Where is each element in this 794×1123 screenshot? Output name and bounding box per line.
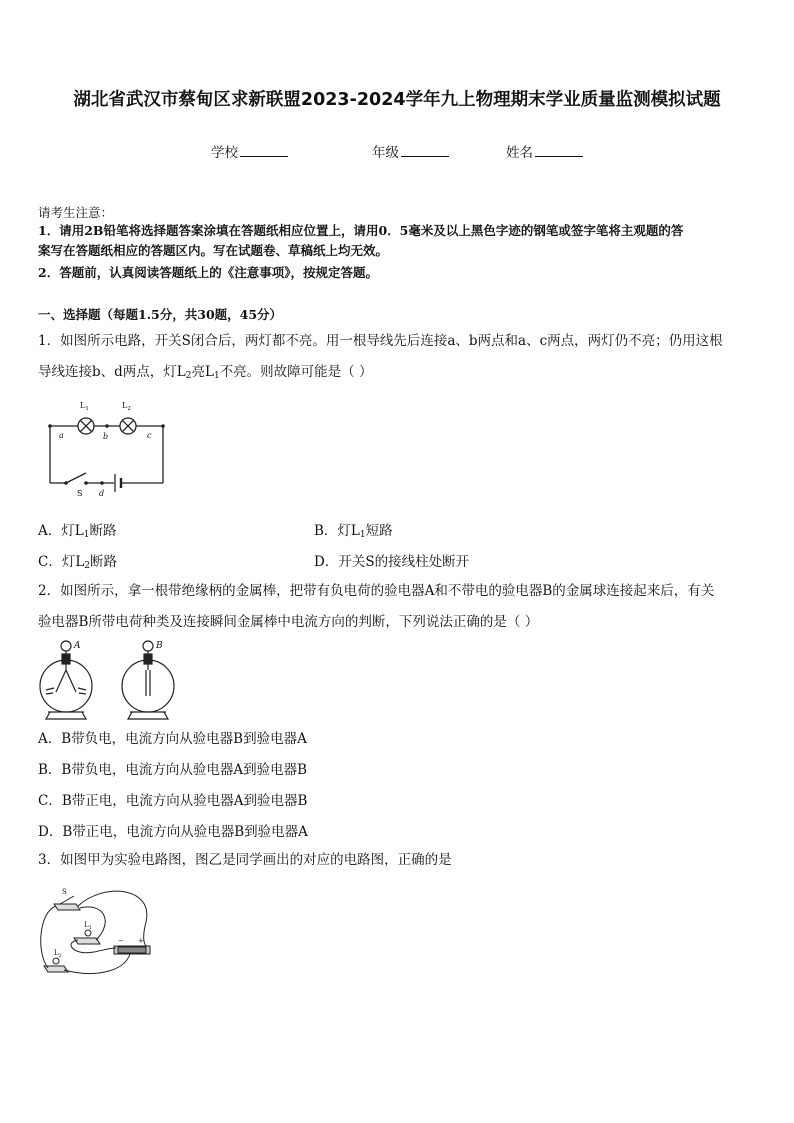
label-L2: $L_2$ <box>122 401 131 412</box>
label-q3-L1: $L_1$ <box>84 921 92 931</box>
name-blank <box>535 144 583 157</box>
grade-field[interactable] <box>372 141 449 161</box>
page-title: 湖北省武汉市蔡甸区求新联盟2023-2024学年九上物理期末学业质量监测模拟试题 <box>73 90 721 110</box>
label-a: a <box>59 431 64 440</box>
label-electroscope-b: B <box>156 641 163 651</box>
question-2 <box>38 576 760 638</box>
q2-option-d[interactable]: D．B带正电，电流方向从验电器B到验电器A <box>38 824 308 840</box>
q1-line2-sub: 1 <box>213 371 220 381</box>
q2-option-a[interactable]: A．B带负电，电流方向从验电器B到验电器A <box>38 731 307 747</box>
q1-line2-sub: 2 <box>185 371 192 381</box>
q2-electroscope-figure <box>36 636 186 724</box>
option-sub: 1 <box>359 530 366 540</box>
label-c: c <box>147 431 152 440</box>
option-sub: 1 <box>83 530 90 540</box>
school-label: 学校 <box>211 145 238 161</box>
q1-line2-text: 亮L <box>191 364 214 380</box>
notice-item-1-line1: 1．请用2B铅笔将选择题答案涂填在答题纸相应位置上，请用0．5毫米及以上黑色字迹的钢笔或签字笔将主观题的答 <box>38 223 684 238</box>
q2-line2: 验电器B所带电荷种类及连接瞬间金属棒中电流方向的判断，下列说法正确的是（ ） <box>38 614 539 630</box>
option-text: C．灯L <box>38 554 85 570</box>
q1-line1: 1．如图所示电路，开关S闭合后，两灯都不亮。用一根导线先后连接a、b两点和a、c两点，两灯仍不亮；仍用这根 <box>38 333 723 349</box>
q1-option-a[interactable] <box>38 519 116 540</box>
label-S: S <box>77 489 83 498</box>
label-q3-plus: + <box>138 937 144 945</box>
q1-option-c[interactable] <box>38 550 117 571</box>
name-field[interactable] <box>506 141 583 161</box>
option-text: 短路 <box>365 523 393 539</box>
option-text: B．灯L <box>314 523 360 539</box>
notice-item-1-line2: 案写在答题纸相应的答题区内。写在试题卷、草稿纸上均无效。 <box>38 243 389 258</box>
q1-line2-text: 不亮。则故障可能是（ ） <box>219 364 373 380</box>
option-text: 断路 <box>90 554 118 570</box>
label-electroscope-a: A <box>74 641 81 651</box>
question-1 <box>38 326 760 392</box>
option-sub: 2 <box>84 561 91 571</box>
label-L1: $L_1$ <box>80 401 89 412</box>
notice-item-1 <box>38 221 760 261</box>
q1-line2 <box>38 357 760 392</box>
notice-item-2: 2．答题前，认真阅读答题纸上的《注意事项》，按规定答题。 <box>38 265 378 280</box>
school-blank <box>240 144 288 157</box>
question-3 <box>38 845 760 876</box>
q2-line1: 2．如图所示，拿一根带绝缘柄的金属棒，把带有负电荷的验电器A和不带电的验电器B的金属球连接起来后，有关 <box>38 583 715 599</box>
option-text: A．灯L <box>38 523 84 539</box>
option-text: 断路 <box>89 523 117 539</box>
q1-option-b[interactable] <box>314 519 393 540</box>
label-d: d <box>99 489 105 498</box>
section-header: 一、选择题（每题1.5分，共30题，45分） <box>38 307 283 322</box>
label-b: b <box>103 432 109 441</box>
q1-option-d[interactable]: D．开关S的接线柱处断开 <box>314 554 470 570</box>
grade-blank <box>401 144 449 157</box>
grade-label: 年级 <box>372 145 399 161</box>
q1-circuit-figure <box>42 395 172 500</box>
q2-option-b[interactable]: B．B带负电，电流方向从验电器A到验电器B <box>38 762 308 778</box>
q3-circuit-figure <box>34 882 164 982</box>
label-q3-L2: $L_2$ <box>54 949 62 959</box>
q1-line2-text: 导线连接b、d两点，灯L <box>38 364 186 380</box>
label-q3-S: S <box>62 888 67 896</box>
name-label: 姓名 <box>506 145 533 161</box>
q2-option-c[interactable]: C．B带正电，电流方向从验电器A到验电器B <box>38 793 308 809</box>
school-field[interactable] <box>211 141 288 161</box>
notice-heading: 请考生注意： <box>38 205 114 220</box>
q3-line1: 3．如图甲为实验电路图，图乙是同学画出的对应的电路图，正确的是 <box>38 852 452 868</box>
label-q3-minus: − <box>118 937 124 945</box>
